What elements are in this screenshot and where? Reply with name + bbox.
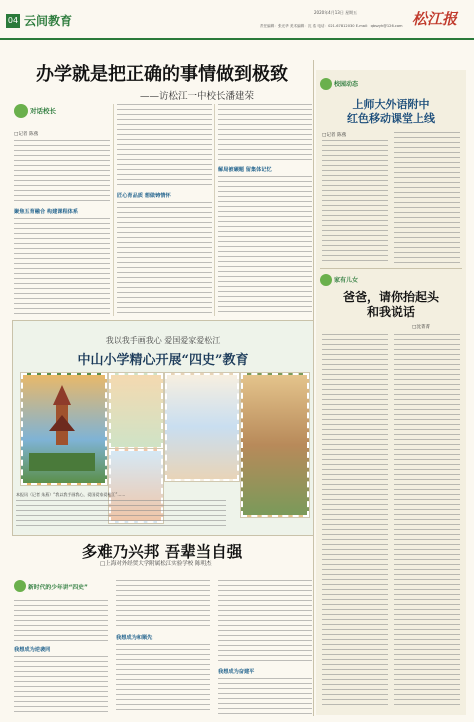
bottom-text-col1b	[14, 656, 108, 714]
leaf-icon	[320, 78, 332, 90]
feature-headline: 中山小学精心开展“四史”教育	[77, 353, 249, 368]
bottom-text-col1a	[14, 600, 108, 642]
pagoda-drawing	[23, 375, 101, 479]
bottom-article-title: 多难乃兴邦 吾辈当自强	[81, 542, 243, 561]
stamp-artwork	[21, 373, 107, 485]
stamp-artwork	[109, 373, 163, 449]
page-header	[0, 0, 474, 40]
subhead-2: 匠心育品质 想做铸情怀	[117, 193, 171, 199]
issue-date: 2020年4月13日 星期五	[314, 10, 358, 15]
body-text-col3a	[218, 104, 312, 162]
bottom-text-col2a	[116, 580, 210, 630]
stamp-artwork	[241, 373, 309, 517]
section-name: 云间教育	[24, 14, 73, 28]
section-divider	[320, 268, 462, 269]
new-era-badge-label: 新时代的少年讲“四史”	[28, 585, 88, 591]
right-top-title-1: 上师大外语附中	[352, 98, 430, 111]
right-bottom-text-b	[394, 334, 460, 706]
stamp-artwork	[165, 373, 239, 481]
right-top-byline: □记者 陈燕	[322, 133, 347, 138]
column-divider	[113, 104, 114, 316]
right-column-divider	[313, 60, 314, 716]
body-text-col1a	[14, 140, 110, 204]
campus-news-label: 校园动态	[334, 81, 359, 88]
newspaper-logo: 松江报	[412, 10, 458, 28]
editor-line: 责任编辑：张光华 美术编辑：沈 浩 电话：021-67812030 E-mail：qbszyh@126.com	[260, 24, 403, 28]
main-article-subtitle: ——访松江一中校长潘建荣	[140, 91, 255, 102]
right-bottom-text-a	[322, 334, 388, 706]
bottom-subhead-2: 我想成为和顺先	[116, 635, 153, 641]
talk-badge	[14, 104, 74, 122]
right-top-title-2: 红色移动课堂上线	[347, 112, 435, 125]
campus-news-badge	[320, 78, 390, 92]
main-byline: □记者 陈燕	[14, 132, 39, 137]
right-bottom-title-2: 和我说话	[366, 305, 415, 319]
feature-caption-text	[16, 500, 226, 530]
right-bottom-title-1: 爸爸，请你抬起头	[342, 290, 439, 304]
talk-badge-label: 对话校长	[30, 107, 56, 115]
bottom-article-byline: □上海对外经贸大学附属松江实验学校 陈明杰	[100, 561, 212, 567]
body-text-col2b	[117, 202, 212, 314]
page-number: 04	[6, 14, 20, 28]
bottom-text-col3b	[218, 678, 312, 714]
feature-caption: 本报讯（记者 朱燕）“我以我手画我心，爱国爱家爱松江”……	[16, 492, 126, 497]
main-article-title: 办学就是把正确的事情做到极致	[36, 64, 288, 85]
family-badge	[320, 274, 390, 288]
leaf-icon	[14, 104, 28, 118]
leaf-icon	[320, 274, 332, 286]
bottom-text-col2b	[116, 644, 210, 714]
subhead-3: 解局被碾题 留集体记忆	[218, 167, 272, 173]
right-bottom-byline: □沈菁菁	[412, 325, 431, 330]
leaf-icon	[14, 580, 26, 592]
body-text-col3b	[218, 176, 312, 314]
right-top-text-b	[394, 132, 460, 264]
family-badge-label: 家有儿女	[334, 277, 359, 284]
feature-kicker: 我以我手画我心 爱国爱家爱松江	[105, 336, 221, 345]
body-text-col1b	[14, 218, 110, 314]
right-column	[316, 70, 466, 715]
bottom-text-col3a	[218, 580, 312, 664]
bottom-subhead-1: 我想成为逆袭同	[14, 647, 51, 653]
bottom-subhead-3: 我想成为奋建平	[218, 669, 255, 675]
subhead-1: 聚焦五育融合 构建课程体系	[14, 209, 79, 215]
body-text-col2a	[117, 104, 212, 188]
right-top-text-a	[322, 140, 388, 264]
column-divider	[214, 104, 215, 316]
